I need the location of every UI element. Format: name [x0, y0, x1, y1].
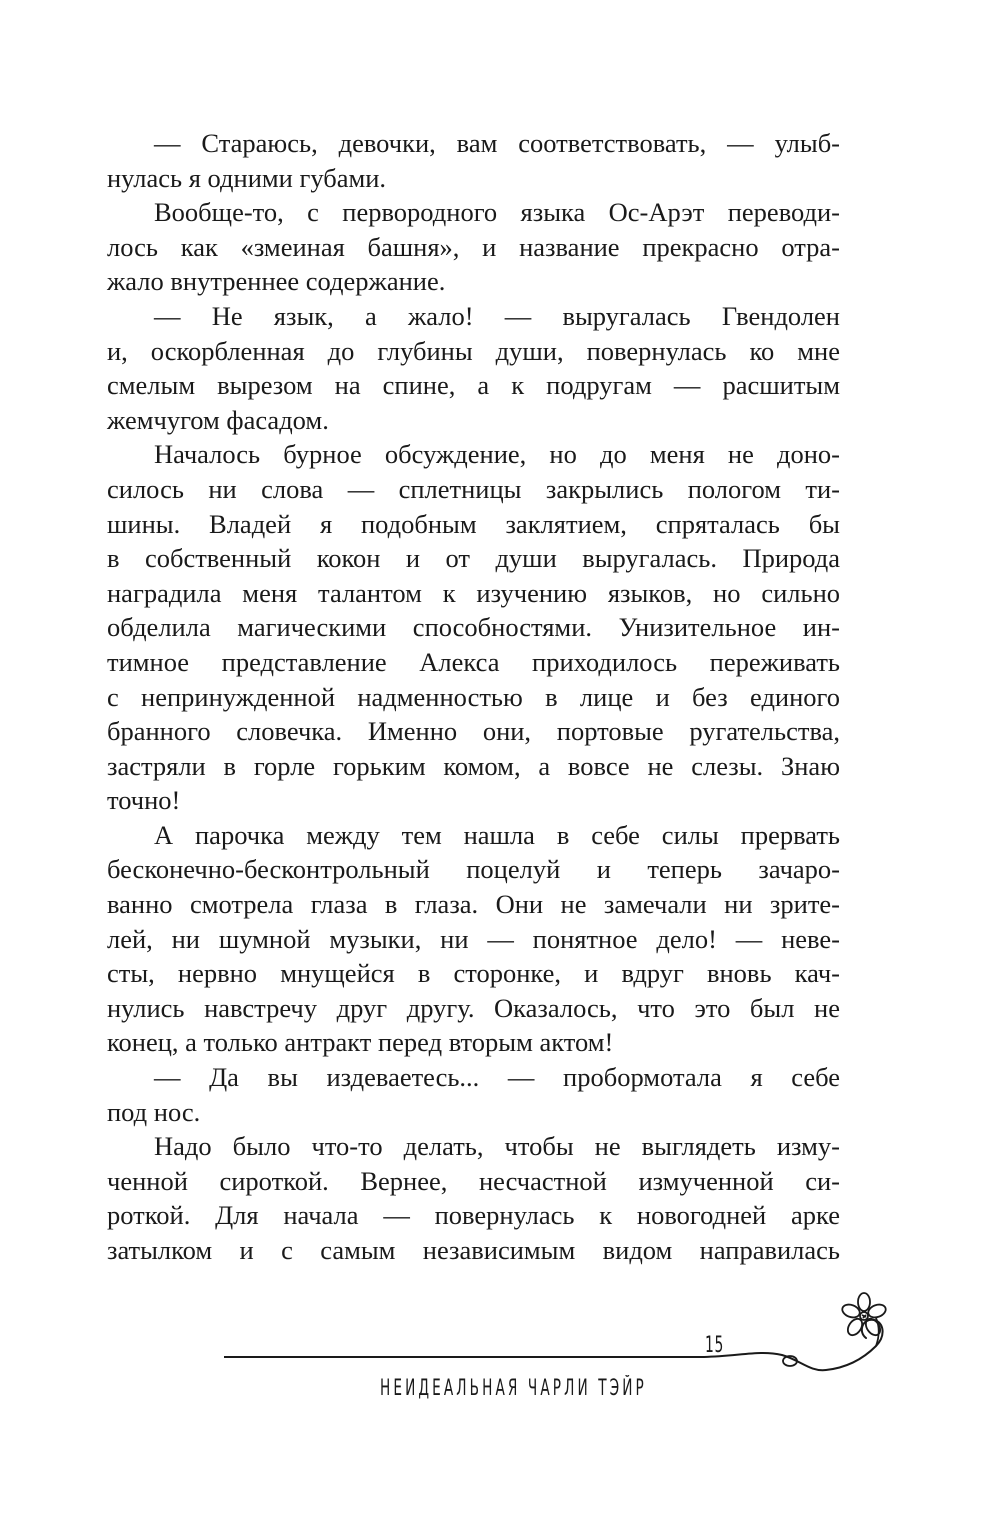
text-line: смелым вырезом на спине, а к подругам — расшитым	[107, 370, 840, 401]
page-number: 15	[705, 1333, 725, 1358]
text-line: Надо было что-то делать, чтобы не выглядеть изму-	[154, 1131, 840, 1162]
text-line: затылком и с самым независимым видом направилась	[107, 1235, 840, 1265]
text-line: сты, нервно мнущейся в сторонке, и вдруг вновь кач-	[107, 958, 840, 989]
flower-stem	[876, 1318, 879, 1346]
text-line: застряли в горле горьким комом, а вовсе не слезы. Знаю	[107, 750, 840, 781]
swirl-stroke	[704, 1320, 883, 1370]
text-line: Вообще-то, с первородного языка Ос-Арэт переводи-	[154, 197, 840, 228]
swirl-loop	[783, 1356, 797, 1366]
text-line: в собственный кокон и от души выругалась. Природа	[107, 543, 840, 574]
text-line: роткой. Для начала — повернулась к новогодней арке	[107, 1200, 840, 1231]
text-line: с непринужденной надменностью в лице и без единого	[107, 681, 840, 712]
text-line: — Стараюсь, девочки, вам соответствовать, — улыб-	[154, 128, 840, 158]
text-line: нулась я одними губами.	[107, 162, 387, 193]
text-line: точно!	[107, 785, 181, 816]
text-line: лей, ни шумной музыки, ни — понятное дело! — неве-	[107, 923, 840, 954]
text-line: силось ни слова — сплетницы закрылись пологом ти-	[107, 473, 840, 504]
text-line: ванно смотрела глаза в глаза. Они не замечали ни зрите-	[107, 889, 840, 920]
text-line: нулись навстречу друг другу. Оказалось, что это был не	[107, 992, 840, 1023]
text-line: конец, а только антракт перед вторым актом!	[107, 1027, 614, 1058]
text-line: тимное представление Алекса приходилось переживать	[107, 646, 840, 677]
text-line: лось как «змеиная башня», и название прекрасно отра-	[107, 231, 840, 262]
text-line: и, оскорбленная до глубины души, повернулась ко мне	[107, 335, 840, 366]
flower-head	[840, 1293, 887, 1338]
text-line: жало внутреннее содержание.	[107, 266, 446, 297]
text-line: бесконечно-бесконтрольный поцелуй и теперь зачаро-	[107, 854, 840, 885]
text-line: бранного словечка. Именно они, портовые ругательства,	[107, 716, 840, 747]
page-body	[107, 126, 840, 1268]
text-line: — Не язык, а жало! — выругалась Гвендолен	[154, 300, 840, 331]
text-line: — Да вы издеваетесь... — пробормотала я себе	[154, 1062, 840, 1093]
text-line: жемчугом фасадом.	[107, 404, 329, 435]
running-title: НЕИДЕАЛЬНАЯ ЧАРЛИ ТЭЙР	[380, 1376, 647, 1401]
text-line: Началось бурное обсуждение, но до меня не доно-	[154, 439, 840, 470]
text-line: ченной сироткой. Вернее, несчастной измученной си-	[107, 1165, 840, 1196]
text-line: шины. Владей я подобным заклятием, спряталась бы	[107, 508, 840, 539]
text-line: наградила меня талантом к изучению языков, но сильно	[107, 577, 840, 608]
text-line: А парочка между тем нашла в себе силы прервать	[154, 819, 840, 850]
text-line: обделила магическими способностями. Унизительное ин-	[107, 612, 840, 643]
text-line: под нос.	[107, 1096, 201, 1127]
